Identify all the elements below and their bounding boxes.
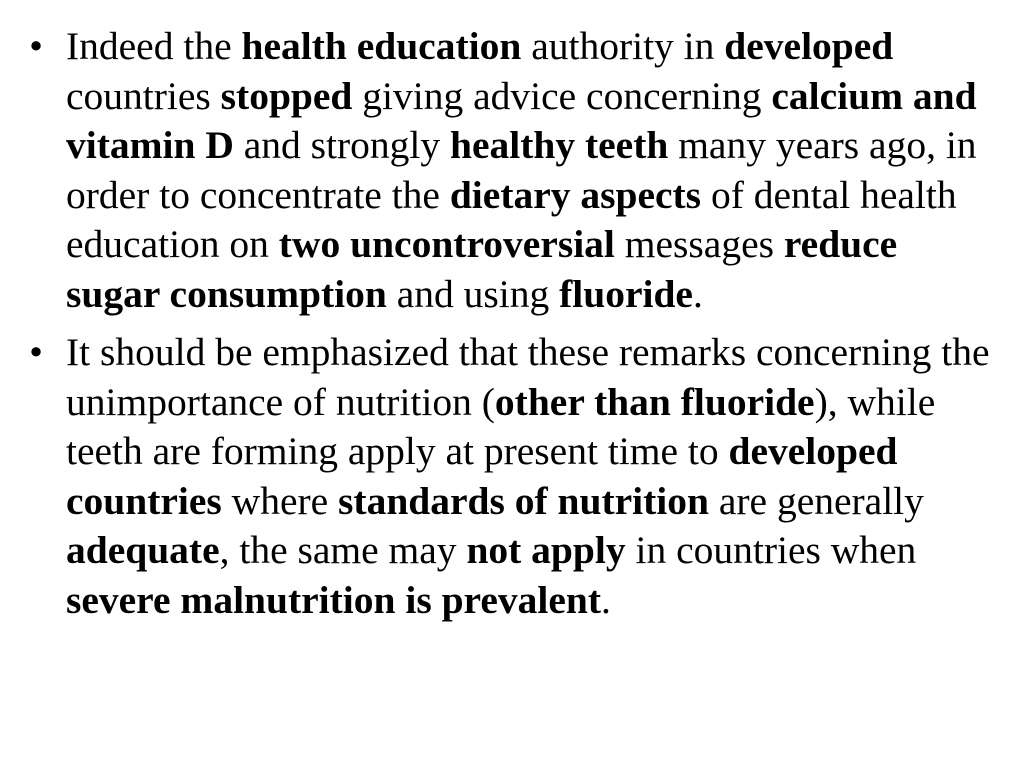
emphasized-text: reduce sugar consumption: [66, 222, 898, 316]
emphasized-text: calcium and vitamin D: [66, 73, 977, 167]
emphasized-text: health education: [241, 24, 522, 68]
body-text: and strongly: [233, 123, 451, 167]
body-text: .: [692, 271, 703, 316]
emphasized-text: dietary aspects: [449, 172, 702, 217]
emphasized-text: fluoride: [559, 271, 693, 316]
body-text: where: [221, 478, 339, 523]
body-text: .: [601, 577, 611, 622]
emphasized-text: developed countries: [66, 429, 898, 523]
emphasized-text: healthy teeth: [450, 123, 669, 167]
body-text: are generally: [708, 478, 924, 523]
body-text: and using: [386, 271, 560, 316]
bullet-item: [29, 328, 996, 625]
body-text: messages: [614, 222, 784, 266]
bullet-list: [29, 22, 996, 634]
emphasized-text: two uncontroversial: [278, 222, 615, 266]
body-text: many years ago, in order to concentrate the: [66, 123, 977, 217]
body-text: , the same may: [219, 528, 467, 572]
emphasized-text: standards of nutrition: [338, 478, 709, 523]
emphasized-text: stopped: [220, 73, 353, 118]
bullet-item: [29, 22, 996, 319]
emphasized-text: developed: [724, 24, 894, 68]
body-text: countries: [66, 73, 221, 118]
emphasized-text: adequate: [66, 528, 220, 572]
body-text: It should be emphasized that these remarks concerning the unimportance of nutrition (: [66, 330, 990, 424]
emphasized-text: other than fluoride: [494, 379, 815, 424]
body-text: authority in: [521, 24, 725, 68]
bullet-point-icon: •: [29, 330, 43, 374]
body-text: ), while teeth are forming apply at present time to: [66, 379, 936, 473]
body-text: giving advice concerning: [352, 73, 772, 118]
emphasized-text: not apply: [466, 528, 626, 572]
body-text: Indeed the: [66, 24, 242, 68]
body-text: of dental health education on: [66, 172, 957, 266]
emphasized-text: severe malnutrition is prevalent: [66, 577, 602, 622]
body-text: in countries when: [625, 528, 917, 572]
bullet-point-icon: •: [29, 24, 43, 68]
